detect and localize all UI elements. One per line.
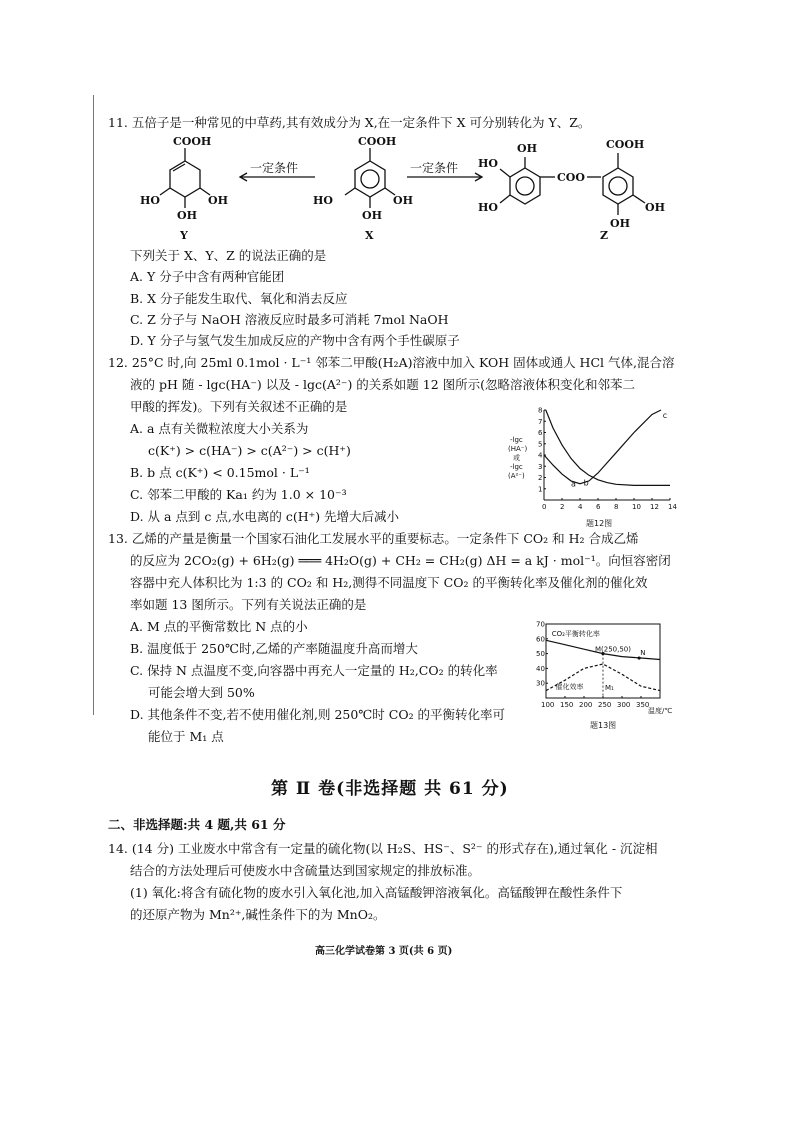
q12-ylabel-line-2: (HA⁻) [508, 445, 528, 453]
part2-heading: 二、非选择题:共 4 题,共 61 分 [108, 817, 286, 832]
q12-x-tick-label: 10 [632, 503, 641, 511]
q13-stem-line-4: 率如题 13 图所示。下列有关说法正确的是 [130, 597, 367, 612]
q11-question: 下列关于 X、Y、Z 的说法正确的是 [130, 248, 327, 263]
q13-annotation-m: M(250,50) [595, 645, 631, 654]
q12-ylabel-line-5: (A²⁻) [508, 472, 525, 480]
q12-series-line-2 [544, 410, 661, 484]
q12-point-label-c: c [662, 410, 668, 420]
q12-x-tick-label: 12 [650, 503, 659, 511]
q12-y-tick-label: 8 [538, 406, 543, 415]
q12-x-tick-label: 2 [560, 503, 565, 511]
q13-option-b: B. 温度低于 250℃时,乙烯的产率随温度升高而增大 [130, 641, 418, 656]
q11-stem: 11. 五倍子是一种常见的中草药,其有效成分为 X,在一定条件下 X 可分别转化为 Y、Z。 [108, 115, 591, 130]
q11-option-c: C. Z 分子与 NaOH 溶液反应时最多可消耗 7mol NaOH [130, 312, 449, 327]
q13-y-tick-label: 40 [536, 664, 545, 673]
q12-y-tick-label: 4 [538, 451, 543, 460]
q14-line-3: (1) 氧化:将含有硫化物的废水引入氧化池,加入高锰酸钾溶液氧化。高锰酸钾在酸性条件下 [130, 885, 623, 900]
q13-series-label-co2: CO₂平衡转化率 [551, 629, 600, 638]
z-ho-bottom-label: HO [478, 201, 498, 214]
z-oh-right-label: OH [645, 201, 665, 214]
q12-x-tick-label: 6 [596, 503, 601, 511]
q13-option-d: D. 其他条件不变,若不使用催化剂,则 250℃时 CO₂ 的平衡转化率可 [130, 707, 506, 722]
z-left-ring [510, 168, 540, 204]
z-coo-label: COO [557, 171, 585, 184]
q12-ylabel-line-1: -lgc [510, 436, 523, 444]
q11-structures [135, 133, 675, 251]
q13-x-tick-label: 150 [560, 701, 574, 709]
page-footer: 高三化学试卷第 3 页(共 6 页) [315, 946, 453, 957]
q13-stem-line-1: 13. 乙烯的产量是衡量一个国家石油化工发展水平的重要标志。一定条件下 CO₂ 和 H₂ 合成乙烯 [108, 531, 639, 546]
q14-line-4: 的还原产物为 Mn²⁺,碱性条件下的为 MnO₂。 [130, 907, 386, 922]
q12-option-d: D. 从 a 点到 c 点,水电离的 c(H⁺) 先增大后减小 [130, 509, 400, 524]
z-oh-bottom-label: OH [610, 217, 630, 230]
q12-x-tick-label: 14 [668, 503, 677, 511]
y-cooh-label: COOH [173, 135, 212, 148]
arrow-right-label: 一定条件 [410, 161, 459, 175]
q12-option-a: A. a 点有关微粒浓度大小关系为 [130, 421, 309, 436]
q13-stem-line-3: 容器中充人体积比为 1:3 的 CO₂ 和 H₂,测得不同温度下 CO₂ 的平衡转化率及催化剂的催化效 [130, 575, 648, 590]
y-oh-bottom-label: OH [177, 209, 197, 222]
x-ring [355, 161, 385, 197]
q12-y-tick-label: 3 [538, 462, 543, 471]
x-ho-label: HO [313, 194, 333, 207]
q13-option-c: C. 保持 N 点温度不变,向容器中再充人一定量的 H₂,CO₂ 的转化率 [130, 663, 498, 678]
y-ho-label: HO [140, 194, 160, 207]
q12-stem-line-2: 液的 pH 随 - lgc(HA⁻) 以及 - lgc(A²⁻) 的关系如题 12 图所示(忽略溶液体积变化和邻苯二 [130, 377, 636, 392]
q12-y-tick-label: 5 [538, 440, 543, 449]
q12-point-label-a: a [571, 479, 576, 489]
x-compound-label: X [365, 229, 374, 242]
z-oh-top-label: OH [517, 142, 537, 155]
q13-x-tick-label: 350 [636, 701, 650, 709]
q11-option-d: D. Y 分子与氢气发生加成反应的产物中含有两个手性碳原子 [130, 333, 460, 348]
x-oh-label: OH [393, 194, 413, 207]
q12-y-tick-label: 1 [538, 485, 543, 494]
q13-chart [520, 620, 680, 736]
q12-caption: 题12图 [586, 519, 613, 528]
q12-option-a-relation: c(K⁺) > c(HA⁻) > c(A²⁻) > c(H⁺) [148, 443, 351, 458]
q13-option-d-cont: 能位于 M₁ 点 [148, 729, 224, 744]
z-ho-top-label: HO [478, 157, 498, 170]
q13-x-tick-label: 250 [598, 701, 612, 709]
q12-option-c: C. 邻苯二甲酸的 Ka₁ 约为 1.0 × 10⁻³ [130, 487, 347, 502]
q12-point-label-b: b [583, 478, 589, 488]
q13-y-tick-label: 60 [536, 635, 545, 644]
q13-option-c-cont: 可能会增大到 50% [148, 685, 255, 700]
q12-stem-line-1: 12. 25°C 时,向 25ml 0.1mol · L⁻¹ 邻苯二甲酸(H₂A)溶液中加入 KOH 固体或通人 HCl 气体,混合溶 [108, 355, 675, 370]
arrow-left-label: 一定条件 [250, 161, 299, 175]
q12-x-tick-label: 8 [614, 503, 619, 511]
q13-xlabel: 温度/℃ [648, 707, 673, 715]
q13-x-tick-label: 300 [617, 701, 631, 709]
q12-chart [508, 404, 678, 528]
q12-option-b: B. b 点 c(K⁺) < 0.15mol · L⁻¹ [130, 465, 310, 480]
q12-ylabel-line-4: -lgc [510, 463, 523, 471]
q13-y-tick-label: 30 [536, 679, 545, 688]
q14-line-1: 14. (14 分) 工业废水中常含有一定量的硫化物(以 H₂S、HS⁻、S²⁻ 的形式存在),通过氧化 - 沉淀相 [108, 841, 658, 856]
q12-series-line-1 [546, 410, 670, 488]
q12-y-tick-label: 6 [538, 429, 543, 437]
z-right-ring [603, 168, 633, 204]
z-compound-label: Z [600, 229, 609, 242]
x-oh-bottom-label: OH [362, 209, 382, 222]
q13-annotation-m1: M₁ [605, 683, 614, 692]
z-cooh-label: COOH [606, 138, 645, 151]
x-cooh-label: COOH [358, 135, 397, 148]
q13-x-tick-label: 100 [541, 701, 555, 709]
q12-x-tick-label: 4 [578, 503, 583, 511]
q12-y-tick-label: 2 [538, 474, 543, 482]
q12-x-tick-label: 0 [542, 503, 547, 511]
margin-rule [93, 95, 94, 715]
y-oh-label: OH [208, 194, 228, 207]
y-ring [170, 161, 200, 197]
q13-y-tick-label: 70 [536, 620, 545, 629]
q11-option-b: B. X 分子能发生取代、氧化和消去反应 [130, 291, 348, 306]
q13-series-label-catalyst: 催化效率 [555, 683, 584, 692]
q13-annotation-n: N [640, 649, 646, 658]
q13-y-tick-label: 50 [536, 650, 545, 659]
q13-option-a: A. M 点的平衡常数比 N 点的小 [130, 619, 308, 634]
q13-stem-line-2: 的反应为 2CO₂(g) + 6H₂(g) ═══ 4H₂O(g) + CH₂ = CH₂(g) ΔH = a kJ · mol⁻¹。向恒容密闭 [130, 553, 671, 568]
part2-title: 第 Ⅱ 卷(非选择题 共 61 分) [271, 779, 509, 799]
q12-y-tick-label: 7 [538, 417, 543, 426]
q12-stem-line-3: 甲酸的挥发)。下列有关叙述不正确的是 [130, 399, 348, 414]
q12-ylabel-line-3: 或 [513, 454, 520, 462]
y-compound-label: Y [180, 229, 188, 242]
q13-caption: 题13图 [590, 721, 617, 730]
q13-x-tick-label: 200 [579, 701, 593, 709]
q14-line-2: 结合的方法处理后可使废水中含硫量达到国家规定的排放标准。 [130, 863, 481, 878]
q11-option-a: A. Y 分子中含有两种官能团 [130, 269, 285, 284]
